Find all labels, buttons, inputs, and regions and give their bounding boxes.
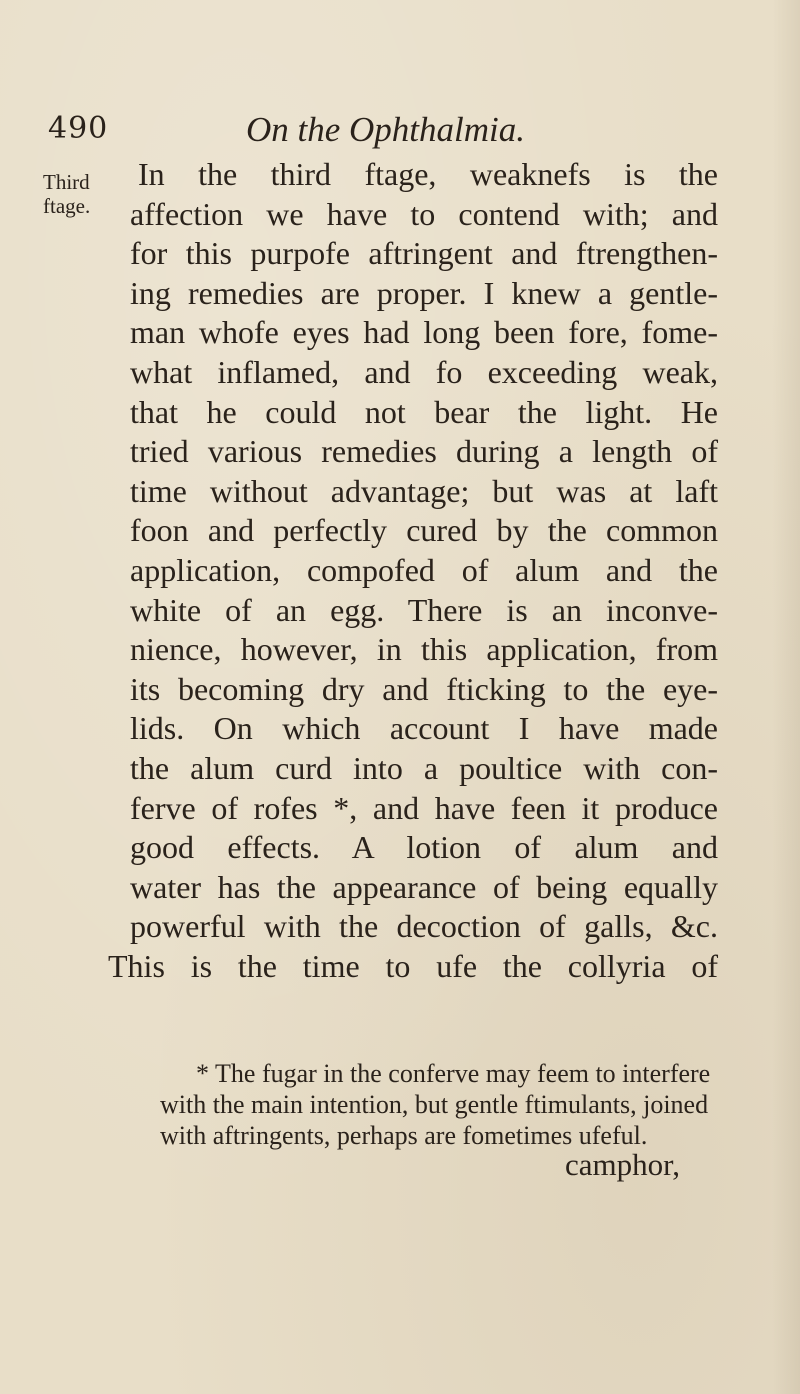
- margin-note-line: Third: [43, 170, 90, 194]
- text-line: foon and perfectly cured by the common: [130, 512, 718, 549]
- text-line: the alum curd into a poultice with con-: [130, 749, 718, 786]
- footnote-line: with the main intention, but gentle ftimulants, joined: [160, 1090, 709, 1119]
- text-line: what inflamed, and fo exceeding weak,: [130, 353, 718, 390]
- text-line: ing remedies are proper. I knew a gentle-: [130, 274, 718, 311]
- text-line: ferve of rofes *, and have feen it produce: [130, 789, 718, 826]
- footnote: [160, 1058, 713, 1151]
- footnote-line: with aftringents, perhaps are fometimes ufeful.: [160, 1121, 648, 1150]
- footnote-line: * The fugar in the conferve may feem to interfere: [196, 1059, 711, 1088]
- text-line: This is the time to ufe the collyria of: [108, 947, 718, 984]
- text-line: time without advantage; but was at laft: [130, 472, 718, 509]
- page-edge-shadow: [772, 0, 800, 1394]
- text-line: good effects. A lotion of alum and: [130, 829, 718, 866]
- text-line: white of an egg. There is an inconve-: [130, 591, 718, 628]
- text-line: its becoming dry and fticking to the eye-: [130, 670, 718, 707]
- text-line: In the third ftage, weaknefs is the: [138, 156, 718, 192]
- text-line: tried various remedies during a length of: [130, 433, 718, 470]
- text-line: for this purpofe aftringent and ftrengthen-: [130, 235, 718, 272]
- text-line: water has the appearance of being equally: [130, 868, 718, 905]
- page-number: 490: [48, 111, 109, 146]
- text-line: man whofe eyes had long been fore, fome-: [130, 314, 718, 351]
- text-line: nience, however, in this application, from: [130, 631, 718, 668]
- text-line: application, compofed of alum and the: [130, 551, 718, 588]
- text-line: lids. On which account I have made: [130, 710, 718, 747]
- text-line: powerful with the decoction of galls, &c.: [130, 908, 718, 945]
- body-text: [108, 155, 718, 986]
- catchword: camphor,: [565, 1147, 680, 1182]
- text-line: affection we have to contend with; and: [130, 195, 718, 232]
- text-line: that he could not bear the light. He: [130, 393, 718, 430]
- running-title: On the Ophthalmia.: [246, 110, 526, 149]
- margin-note: [43, 170, 113, 218]
- margin-note-line: ftage.: [43, 194, 91, 218]
